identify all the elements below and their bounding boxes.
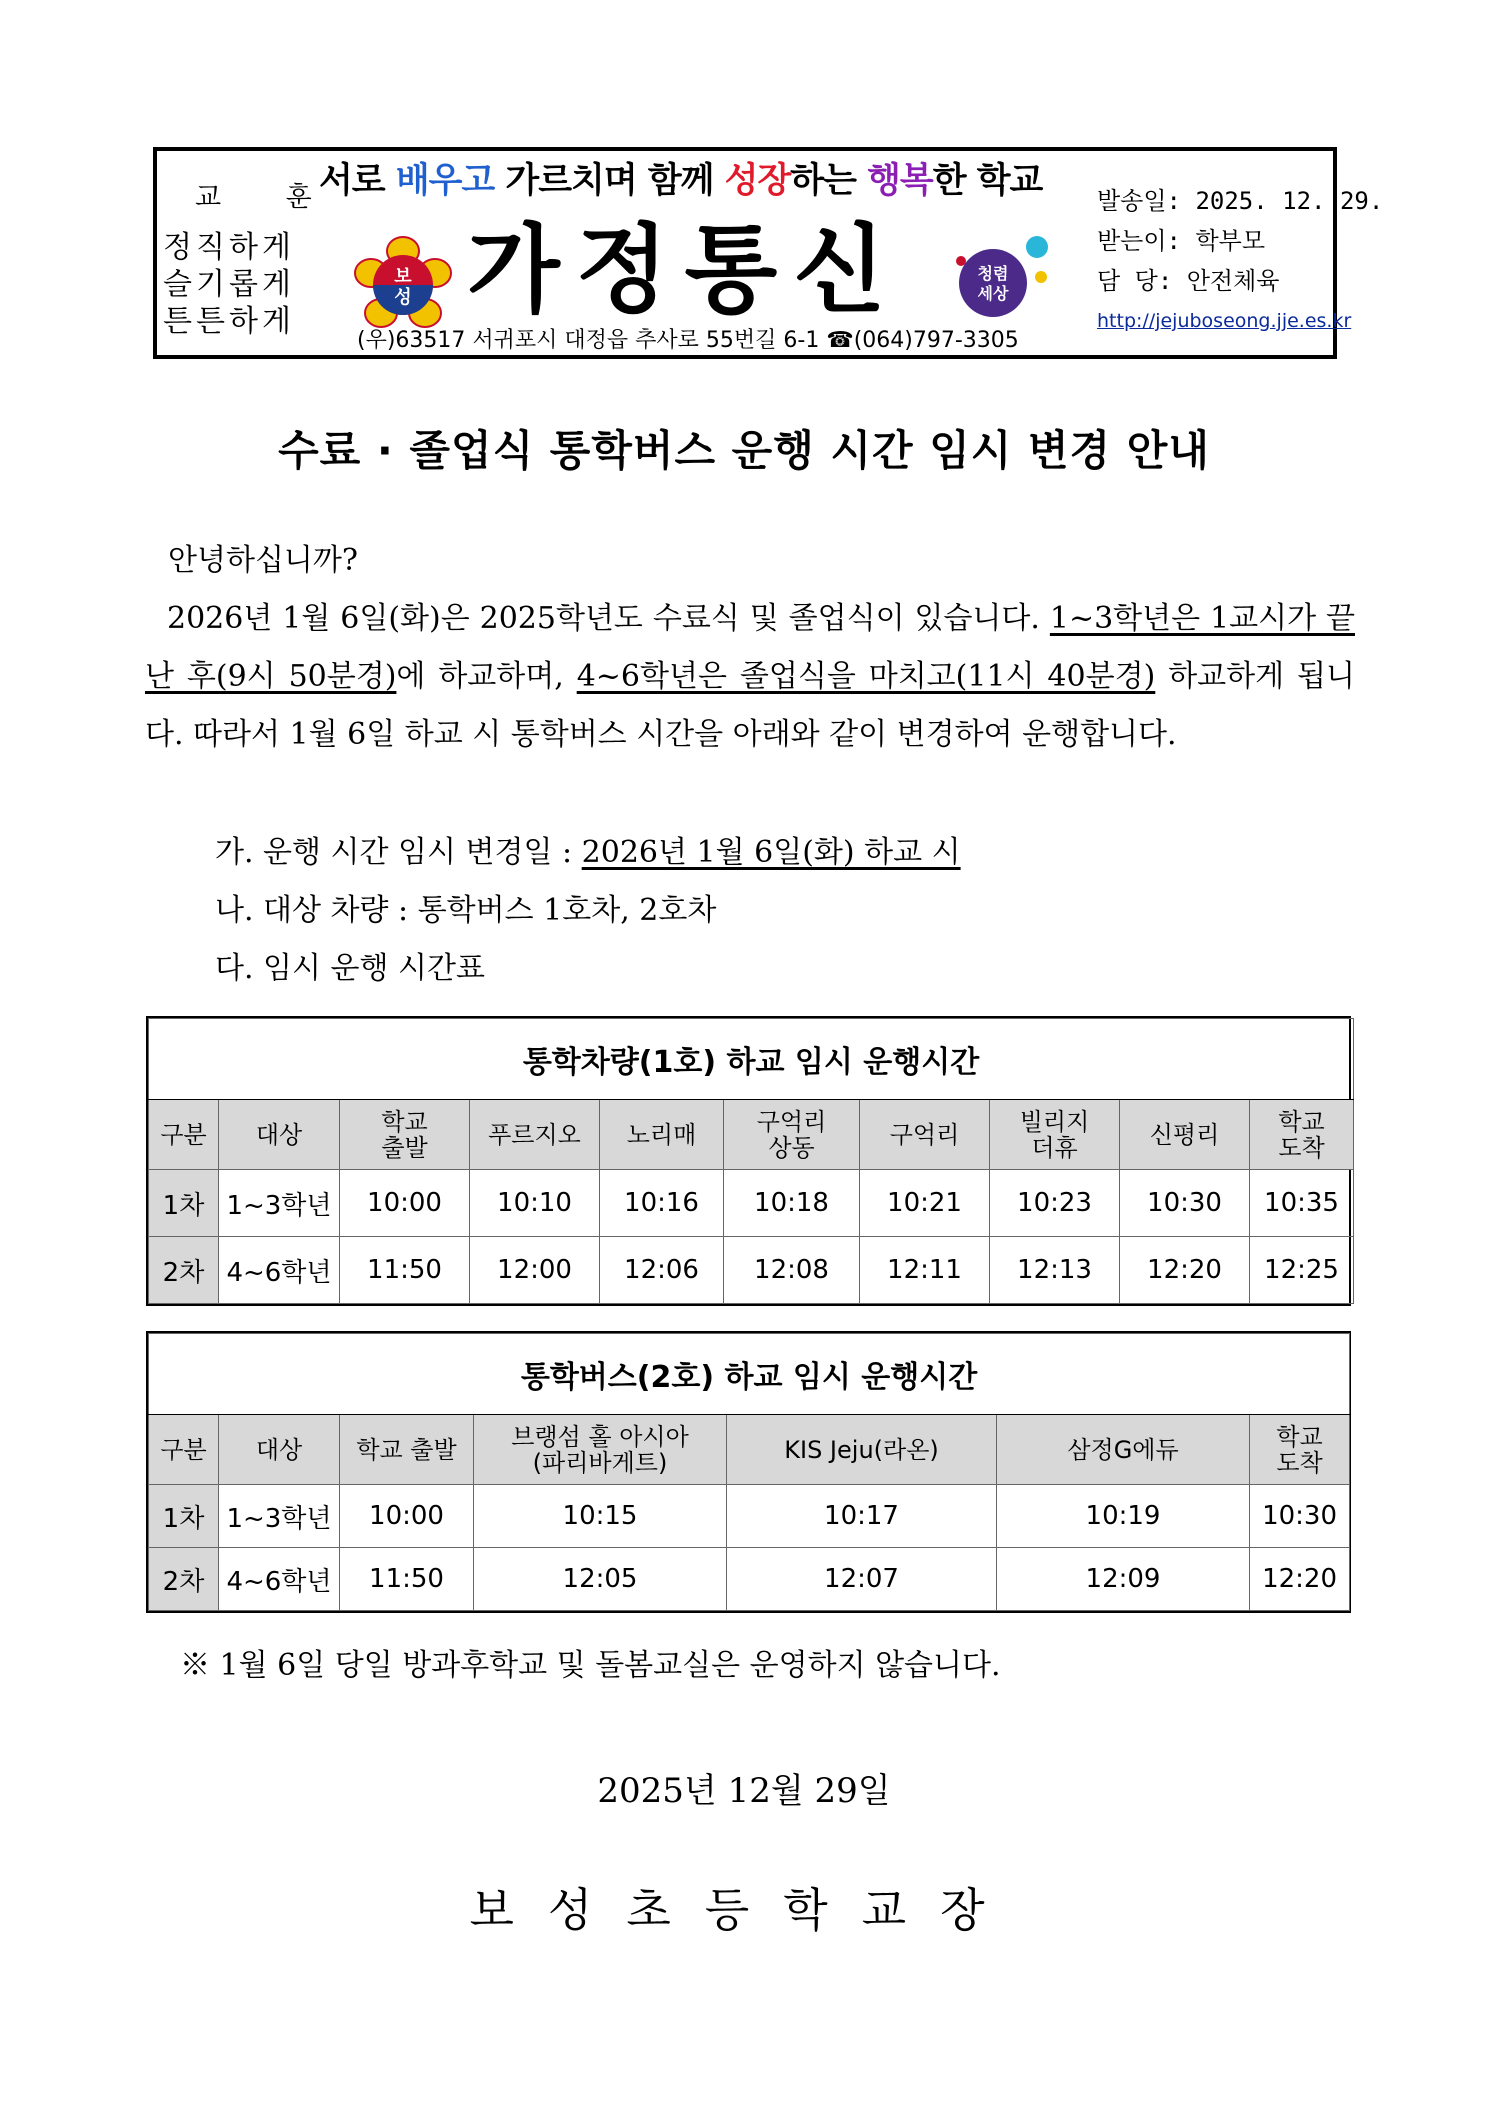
column-header: 학교 출발 <box>340 1100 470 1170</box>
table-cell: 12:20 <box>1120 1237 1250 1304</box>
table-cell: 10:23 <box>990 1170 1120 1237</box>
table-cell: 10:21 <box>860 1170 990 1237</box>
table-cell: 12:11 <box>860 1237 990 1304</box>
table-cell: 12:05 <box>474 1548 727 1611</box>
table-cell: 12:07 <box>727 1548 997 1611</box>
table-cell: 10:00 <box>340 1485 474 1548</box>
integrity-badge-icon <box>955 231 1055 321</box>
column-header: 학교 출발 <box>340 1415 474 1485</box>
table-cell: 4~6학년 <box>219 1237 340 1304</box>
table-cell: 2차 <box>149 1237 219 1304</box>
svg-text:보: 보 <box>394 266 412 287</box>
table-cell: 1차 <box>149 1485 219 1548</box>
table-row <box>149 1485 1350 1548</box>
bus2-timetable <box>146 1331 1351 1613</box>
notice-paragraph: 2026년 1월 6일(화)은 2025학년도 수료식 및 졸업식이 있습니다. 1~3학년은 1교시가 끝난 후(9시 50분경)에 하교하며, 4~6학년은 졸업식을 마치고(11시 40분경) 하교하게 됩니다. 따라서 1월 6일 하교 시 통학버스 시간을 아래와 같이 변경하여 운행합니다. <box>145 601 1356 752</box>
sent-date: 발송일: 2025. 12. 29. <box>1097 187 1384 215</box>
table-cell: 2차 <box>149 1548 219 1611</box>
bus1-timetable <box>146 1016 1351 1306</box>
manager: 담 당: 안전체육 <box>1097 267 1280 295</box>
column-header: 구분 <box>149 1100 219 1170</box>
school-emblem-icon <box>353 235 453 335</box>
table-cell: 10:15 <box>474 1485 727 1548</box>
item-da: 다. 임시 운행 시간표 <box>215 951 485 986</box>
table-cell: 1~3학년 <box>219 1485 340 1548</box>
table-cell: 10:30 <box>1120 1170 1250 1237</box>
table-cell: 10:10 <box>470 1170 600 1237</box>
table-caption: 통학차량(1호) 하교 임시 운행시간 <box>149 1019 1354 1100</box>
principal-signature: 보성초등학교장 <box>469 1883 1019 1937</box>
column-header: 학교 도착 <box>1250 1415 1350 1485</box>
page-title: 수료 · 졸업식 통학버스 운행 시간 임시 변경 안내 <box>278 426 1210 475</box>
table-cell: 12:25 <box>1250 1237 1354 1304</box>
notice-note: ※ 1월 6일 당일 방과후학교 및 돌봄교실은 운영하지 않습니다. <box>180 1648 1001 1683</box>
table-cell: 12:09 <box>997 1548 1250 1611</box>
column-header: 삼정G에듀 <box>997 1415 1250 1485</box>
table-cell: 4~6학년 <box>219 1548 340 1611</box>
school-url-link[interactable]: http://jejuboseong.jje.es.kr <box>1097 310 1352 332</box>
issue-date: 2025년 12월 29일 <box>597 1771 891 1811</box>
svg-text:성: 성 <box>394 287 412 308</box>
svg-text:세상: 세상 <box>977 284 1009 303</box>
table-cell: 10:30 <box>1250 1485 1350 1548</box>
table-cell: 11:50 <box>340 1548 474 1611</box>
table-cell: 12:00 <box>470 1237 600 1304</box>
table-cell: 10:35 <box>1250 1170 1354 1237</box>
column-header: 빌리지 더휴 <box>990 1100 1120 1170</box>
table-cell: 10:17 <box>727 1485 997 1548</box>
column-header: 푸르지오 <box>470 1100 600 1170</box>
table-cell: 10:16 <box>600 1170 724 1237</box>
table-row <box>149 1237 1354 1304</box>
table-cell: 10:00 <box>340 1170 470 1237</box>
table-cell: 12:20 <box>1250 1548 1350 1611</box>
column-header: 브랭섬 홀 아시아 (파리바게트) <box>474 1415 727 1485</box>
motto-line: 정직하게 <box>163 230 295 265</box>
table-cell: 11:50 <box>340 1237 470 1304</box>
school-address: (우)63517 서귀포시 대정읍 추사로 55번길 6-1 ☎(064)797-3305 <box>357 328 1019 353</box>
table-cell: 1~3학년 <box>219 1170 340 1237</box>
newsletter-header <box>153 147 1384 359</box>
notice-items <box>215 824 961 998</box>
table-cell: 1차 <box>149 1170 219 1237</box>
item-ga: 가. 운행 시간 임시 변경일 : 2026년 1월 6일(화) 하교 시 <box>215 835 961 870</box>
column-header: 학교 도착 <box>1250 1100 1354 1170</box>
item-na: 나. 대상 차량 : 통학버스 1호차, 2호차 <box>215 893 717 928</box>
school-slogan: 서로 배우고 가르치며 함께 성장하는 행복한 학교 <box>319 161 1043 201</box>
column-header: 신평리 <box>1120 1100 1250 1170</box>
table-cell: 10:18 <box>724 1170 860 1237</box>
table-cell: 12:06 <box>600 1237 724 1304</box>
table-cell: 12:13 <box>990 1237 1120 1304</box>
table-cell: 12:08 <box>724 1237 860 1304</box>
column-header: 구억리 상동 <box>724 1100 860 1170</box>
motto-label: 교 훈 <box>195 182 340 213</box>
column-header: 대상 <box>219 1415 340 1485</box>
table-caption: 통학버스(2호) 하교 임시 운행시간 <box>149 1334 1350 1415</box>
column-header: KIS Jeju(라온) <box>727 1415 997 1485</box>
school-motto <box>163 229 295 340</box>
column-header: 노리매 <box>600 1100 724 1170</box>
motto-line: 튼튼하게 <box>163 304 295 339</box>
masthead-title: 가정통신 <box>467 214 902 326</box>
table-row <box>149 1548 1350 1611</box>
newsletter-meta <box>1097 181 1383 341</box>
recipient: 받는이: 학부모 <box>1097 227 1266 255</box>
table-cell: 10:19 <box>997 1485 1250 1548</box>
greeting: 안녕하십니까? <box>168 543 358 578</box>
column-header: 구억리 <box>860 1100 990 1170</box>
svg-text:청렴: 청렴 <box>977 264 1009 283</box>
table-row <box>149 1170 1354 1237</box>
motto-line: 슬기롭게 <box>163 267 295 302</box>
column-header: 구분 <box>149 1415 219 1485</box>
column-header: 대상 <box>219 1100 340 1170</box>
